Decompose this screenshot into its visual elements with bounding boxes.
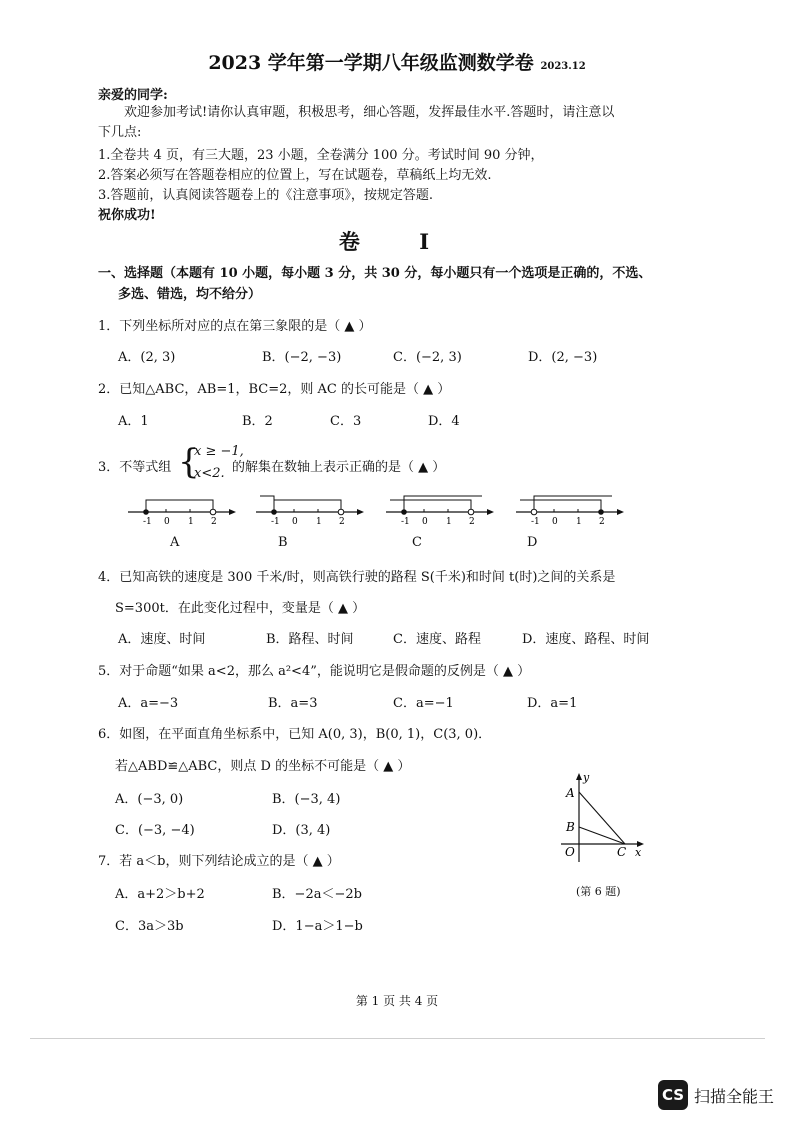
y-axis-label: y [583, 771, 590, 784]
tick-label: -1 [271, 517, 280, 527]
point-c-label: C [617, 845, 627, 859]
watermark-name: 扫描全能王 [694, 1086, 775, 1106]
q5-option-c: C．a=−1 [393, 696, 454, 711]
q2-option-c: C．3 [330, 414, 362, 429]
q1-stem: 1．下列坐标所对应的点在第三象限的是（ ▲ ） [98, 319, 372, 334]
q6-stem-2: 若△ABD≌△ABC，则点 D 的坐标不可能是（ ▲ ） [115, 759, 411, 774]
scanner-watermark [658, 1080, 774, 1110]
q7-option-d: D．1−a＞1−b [272, 919, 363, 934]
tick-label: 2 [469, 517, 475, 527]
q6-option-d: D．(3, 4) [272, 823, 331, 838]
q6-option-b: B．(−3, 4) [272, 792, 341, 807]
q7-option-c: C．3a＞3b [115, 919, 184, 934]
wish: 祝你成功! [98, 208, 156, 223]
q5-stem: 5．对于命题“如果 a<2，那么 a²<4”，能说明它是假命题的反例是（ ▲ ） [98, 664, 531, 679]
intro-line-1: 欢迎参加考试!请你认真审题，积极思考，细心答题，发挥最佳水平.答题时，请注意以 [124, 105, 615, 120]
tick-label: 0 [552, 517, 558, 527]
greeting: 亲爱的同学: [98, 88, 168, 103]
q3-label-a: A [170, 535, 180, 550]
tick-label: 0 [292, 517, 298, 527]
number-line-c [386, 496, 494, 527]
tick-label: 0 [164, 517, 170, 527]
tick-label: 2 [599, 517, 605, 527]
q4-option-d: D．速度、路程、时间 [522, 632, 650, 647]
q4-stem-1: 4．已知高铁的速度是 300 千米/时，则高铁行驶的路程 S(千米)和时间 t(时)之间的关系是 [98, 570, 616, 585]
number-line-a [128, 500, 236, 527]
q3-label-b: B [278, 535, 288, 550]
q3-label-d: D [527, 535, 538, 550]
section-heading-1: 一、选择题（本题有 10 小题，每小题 3 分，共 30 分，每小题只有一个选项是正确的，不选、 [98, 266, 652, 281]
point-a-label: A [566, 786, 575, 800]
q6-stem-1: 6．如图，在平面直角坐标系中，已知 A(0, 3)，B(0, 1)，C(3, 0)． [98, 727, 492, 742]
q2-stem: 2．已知△ABC，AB=1，BC=2，则 AC 的长可能是（ ▲ ） [98, 382, 451, 397]
q3-condition-2: x<2. [194, 466, 225, 481]
q4-option-a: A．速度、时间 [118, 632, 206, 647]
q5-option-b: B．a=3 [268, 696, 318, 711]
tick-label: -1 [531, 517, 540, 527]
q1-option-a: A．(2, 3) [118, 350, 176, 365]
q6-figure-caption: (第 6 题) [576, 885, 621, 898]
q3-prefix: 3．不等式组 [98, 460, 172, 475]
camscanner-logo-icon: CS [658, 1080, 688, 1110]
q6-option-a: A．(−3, 0) [115, 792, 184, 807]
point-b-label: B [566, 820, 575, 834]
q5-option-a: A．a=−3 [118, 696, 179, 711]
q4-option-b: B．路程、时间 [266, 632, 354, 647]
tick-label: -1 [143, 517, 152, 527]
q3-suffix: 的解集在数轴上表示正确的是（ ▲ ） [232, 460, 446, 475]
q1-option-d: D．(2, −3) [528, 350, 598, 365]
q7-option-b: B．−2a＜−2b [272, 887, 362, 902]
q3-number-lines [110, 486, 640, 530]
tick-label: 2 [339, 517, 345, 527]
tick-label: 1 [446, 517, 452, 527]
tick-label: 1 [576, 517, 582, 527]
q4-option-c: C．速度、路程 [393, 632, 481, 647]
q4-stem-2: S=300t．在此变化过程中，变量是（ ▲ ） [115, 601, 366, 616]
tick-label: 2 [211, 517, 217, 527]
exam-date: 2023.12 [540, 61, 586, 72]
q6-figure [555, 770, 655, 866]
q2-option-a: A．1 [118, 414, 149, 429]
intro-line-2: 下几点: [98, 125, 142, 140]
scan-edge-divider [30, 1038, 765, 1039]
q3-label-c: C [412, 535, 422, 550]
number-line-b [256, 496, 364, 527]
note-1: 1.全卷共 4 页，有三大题，23 小题，全卷满分 100 分。考试时间 90 分钟， [98, 148, 544, 163]
tick-label: 0 [422, 517, 428, 527]
origin-label: O [565, 845, 575, 859]
q6-option-c: C．(−3, −4) [115, 823, 195, 838]
q3-condition-1: x ≥ −1, [194, 444, 244, 459]
tick-label: -1 [401, 517, 410, 527]
q7-stem: 7．若 a＜b，则下列结论成立的是（ ▲ ） [98, 854, 340, 869]
note-3: 3.答题前，认真阅读答题卷上的《注意事项》，按规定答题. [98, 188, 434, 203]
x-axis-label: x [635, 846, 642, 859]
brace-symbol: { [178, 442, 200, 482]
number-line-d [516, 496, 624, 527]
q2-option-b: B．2 [242, 414, 273, 429]
tick-label: 1 [316, 517, 322, 527]
exam-title [0, 48, 794, 75]
tick-label: 1 [188, 517, 194, 527]
section-volume-title: 卷 I [338, 229, 456, 254]
q7-option-a: A．a+2＞b+2 [115, 887, 205, 902]
section-heading-2: 多选、错选，均不给分） [118, 287, 262, 302]
q1-option-c: C．(−2, 3) [393, 350, 462, 365]
title-text: 2023 学年第一学期八年级监测数学卷 [208, 52, 534, 74]
page-footer: 第 1 页 共 4 页 [355, 994, 439, 1008]
q2-option-d: D．4 [428, 414, 460, 429]
note-2: 2.答案必须写在答题卷相应的位置上，写在试题卷，草稿纸上均无效. [98, 168, 492, 183]
q5-option-d: D．a=1 [527, 696, 578, 711]
q1-option-b: B．(−2, −3) [262, 350, 342, 365]
